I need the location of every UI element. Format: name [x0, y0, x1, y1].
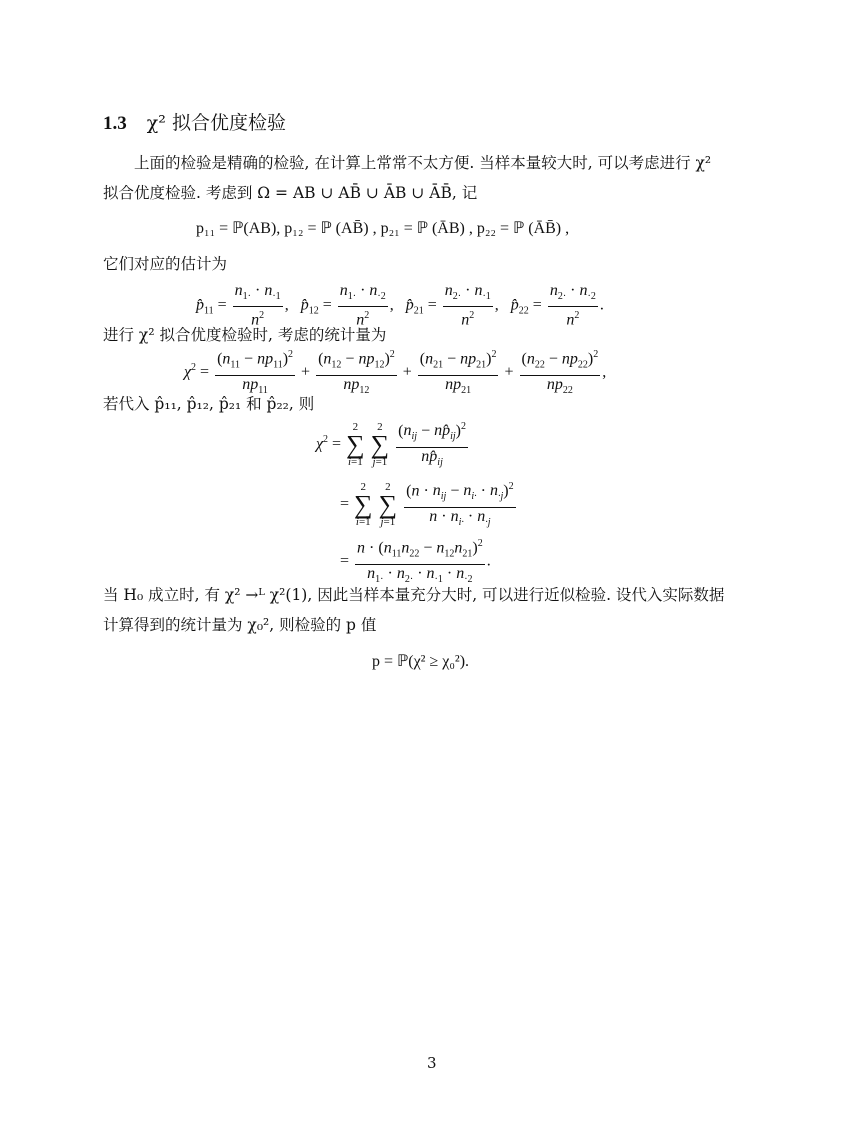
text-statistic: 进行 χ² 拟合优度检验时, 考虑的统计量为	[103, 326, 387, 344]
equation-chi-sum-1: $\chi^2 = 2$ ∑ i=1 2 ∑ j=1 $\frac{(n_{ij} - np̂_{ij})^2}{np̂_{ij}}$	[316, 418, 470, 472]
page-number: 3	[427, 1054, 437, 1072]
text-h0-line-1: 当 H₀ 成立时, 有 χ² →ᴸ χ²(1), 因此当样本量充分大时, 可以进行近似检验. 设代入实际数据	[103, 586, 725, 604]
section-number: 1.3	[103, 113, 127, 134]
equation-probabilities: p₁₁ = ℙ(AB), p₁₂ = ℙ (AB̄) , p₂₁ = ℙ (ĀB) , p₂₂ = ℙ (ĀB̄) ,	[196, 220, 570, 237]
section-heading	[103, 108, 286, 135]
paragraph-line-2: 拟合优度检验. 考虑到 Ω = AB ∪ AB̄ ∪ ĀB ∪ ĀB̄, 记	[103, 184, 478, 202]
equation-p-value: p = ℙ(χ² ≥ χ₀²).	[372, 653, 470, 670]
text-substitute: 若代入 p̂₁₁, p̂₁₂, p̂₂₁ 和 p̂₂₂, 则	[103, 395, 315, 413]
paragraph-line-1: 上面的检验是精确的检验, 在计算上常常不太方便. 当样本量较大时, 可以考虑进行 χ²	[134, 154, 712, 172]
equation-chi-sum-2: = 2 ∑ i=1 2 ∑ j=1 $\frac{(n \cdot n_{ij} - n_{i\cdot} \cdot n_{\cdot j})^2}{n \cdot n_{i\cdot} \cdot n_{\cdot j}}$	[340, 478, 518, 532]
equation-estimates: $p̂_{11}$ = $\frac{n_{1\cdot} \cdot n_{\cdot 1}}{n^2}$ , $p̂_{12}$ = $\frac{n_{1\cdot} \cdot n_{\cdot 2}}{n^2}$ , $p̂_{21}$ = $\frac{n_{2\cdot} \cdot n_{\cdot 1}}{n^2}$ , $p̂_{22}$ = $\frac{n_{2\cdot} \cdot n_{\cdot 2}}{n^2}$ .	[196, 282, 604, 329]
text-estimates: 它们对应的估计为	[103, 255, 228, 273]
text-h0-line-2: 计算得到的统计量为 χ₀², 则检验的 p 值	[103, 616, 377, 634]
equation-chi-sum-3: = $\frac{n \cdot (n_{11}n_{22} - n_{12}n_{21})^2}{n_{1\cdot} \cdot n_{2\cdot} \cdot n_{\cdot 1} \cdot n_{\cdot 2}}$ .	[340, 535, 491, 589]
section-title: χ² 拟合优度检验	[146, 112, 286, 134]
equation-chi-square: $\chi^2$ = $\frac{(n_{11} - np_{11})^2}{np_{11}}$ + $\frac{(n_{12} - np_{12})^2}{np_{12}}$ + $\frac{(n_{21} - np_{21})^2}{np_{21}}$ + $\frac{(n_{22} - np_{22})^2}{np_{22}}$ ,	[184, 346, 606, 400]
